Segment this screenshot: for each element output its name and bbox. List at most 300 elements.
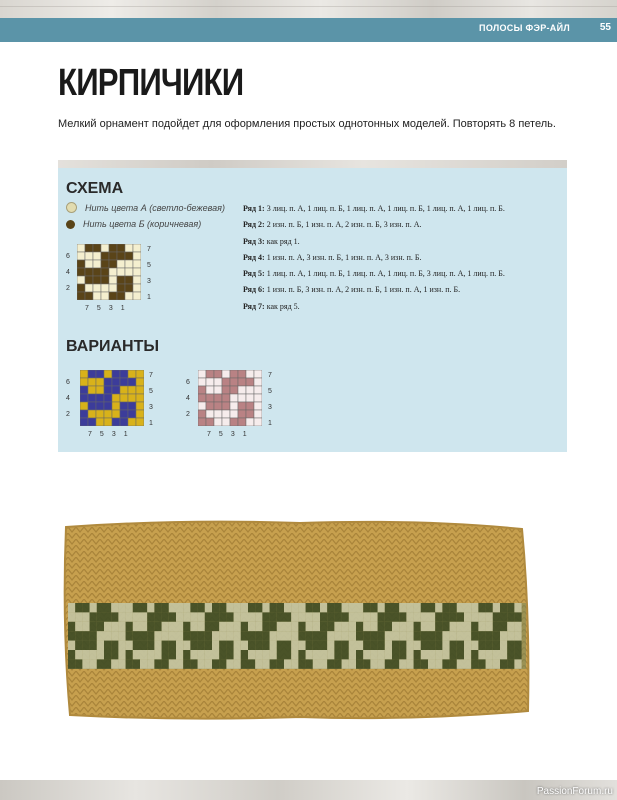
swatch-stitch [385,650,392,659]
chart-cell [93,252,101,260]
scheme-panel [58,168,567,452]
swatch-stitch [334,659,341,668]
chart-cell [254,402,262,410]
row-instruction: Ряд 2: 2 изн. п. Б, 1 изн. п. А, 2 изн. п. Б, 3 изн. п. А. [243,220,422,230]
col-num: 3 [230,431,235,438]
swatch-stitch [435,603,442,612]
chart-cell [77,244,85,252]
swatch-stitch [406,612,413,621]
chart-cell [101,284,109,292]
swatch-stitch [320,603,327,612]
chart-cell [112,378,120,386]
chart-cell [101,292,109,300]
swatch-stitch [370,659,377,668]
chart-cell [88,410,96,418]
swatch-stitch [198,641,205,650]
swatch-stitch [118,631,125,640]
swatch-stitch [457,641,464,650]
chart-cell [128,394,136,402]
chart-cell [96,402,104,410]
swatch-stitch [205,631,212,640]
swatch-stitch [183,650,190,659]
swatch-stitch [291,612,298,621]
chart-cell [133,252,141,260]
swatch-stitch [176,650,183,659]
swatch-stitch [370,641,377,650]
swatch-stitch [226,622,233,631]
swatch-stitch [212,659,219,668]
swatch-stitch [478,612,485,621]
swatch-stitch [320,612,327,621]
swatch-stitch [169,622,176,631]
chart-cell [93,244,101,252]
swatch-stitch [306,659,313,668]
swatch-stitch [291,659,298,668]
chart-cell [198,410,206,418]
chart-cell [120,394,128,402]
swatch-stitch [471,612,478,621]
chart-cell [230,394,238,402]
swatch-stitch [190,612,197,621]
chart-cell [117,284,125,292]
swatch-stitch [334,631,341,640]
swatch-stitch [306,650,313,659]
scheme-left-nums [66,249,70,297]
chart-cell [230,418,238,426]
row-instruction: Ряд 1: 3 лиц. п. А, 1 лиц. п. Б, 1 лиц. п. А, 1 лиц. п. Б, 1 лиц. п. А, 1 лиц. п. Б. [243,204,505,213]
swatch-stitch [514,650,521,659]
swatch-stitch [356,612,363,621]
chart-cell [230,410,238,418]
row-num: 5 [149,388,153,395]
swatch-stitch [75,659,82,668]
chart-cell [246,402,254,410]
swatch-stitch [291,631,298,640]
swatch-stitch [198,622,205,631]
chart-cell [125,244,133,252]
swatch-stitch [406,631,413,640]
swatch-stitch [75,603,82,612]
swatch-stitch [486,650,493,659]
swatch-stitch [277,641,284,650]
swatch-stitch [176,612,183,621]
swatch-stitch [457,622,464,631]
swatch-stitch [140,659,147,668]
swatch-stitch [493,612,500,621]
swatch-stitch [464,631,471,640]
swatch-stitch [248,631,255,640]
swatch-stitch [342,659,349,668]
chart-cell [104,402,112,410]
swatch-stitch [378,641,385,650]
swatch-stitch [370,612,377,621]
swatch-stitch [183,622,190,631]
chart-cell [198,402,206,410]
page-number: 55 [599,22,611,33]
swatch-stitch [464,641,471,650]
swatch-stitch [198,612,205,621]
swatch-stitch [284,631,291,640]
swatch-stitch [421,659,428,668]
swatch-stitch [421,650,428,659]
swatch-stitch [219,603,226,612]
swatch-stitch [385,603,392,612]
swatch-stitch [471,603,478,612]
page-title: КИРПИЧИКИ [58,62,244,104]
swatch-stitch [97,631,104,640]
swatch-stitch [234,603,241,612]
swatch-stitch [90,641,97,650]
chart-cell [238,402,246,410]
chart-cell [77,260,85,268]
chart-cell [133,268,141,276]
swatch-stitch [457,659,464,668]
swatch-stitch [133,659,140,668]
legend-label-a: Нить цвета А (светло-бежевая) [85,202,225,213]
row-num: 3 [268,404,272,411]
row-num: 7 [268,372,272,379]
row-num: 1 [268,420,272,427]
swatch-stitch [414,622,421,631]
swatch-stitch [198,650,205,659]
swatch-stitch [486,659,493,668]
chart-cell [104,378,112,386]
chart-cell [88,402,96,410]
swatch-stitch [478,603,485,612]
swatch-stitch [104,603,111,612]
swatch-stitch [75,622,82,631]
chart-cell [125,268,133,276]
chart-cell [238,418,246,426]
swatch-stitch [471,641,478,650]
chart-cell [206,394,214,402]
swatch-stitch [500,622,507,631]
swatch-stitch [118,603,125,612]
chart-cell [85,252,93,260]
chart-cell [125,284,133,292]
swatch-stitch [385,659,392,668]
swatch-stitch [435,612,442,621]
row-num: 2 [186,411,190,418]
swatch-stitch [457,650,464,659]
swatch-stitch [82,603,89,612]
chart-cell [80,418,88,426]
col-num: 7 [88,431,92,438]
swatch-stitch [82,622,89,631]
chart-cell [96,370,104,378]
swatch-stitch [241,622,248,631]
swatch-stitch [291,641,298,650]
swatch-stitch [183,631,190,640]
chart-cell [96,410,104,418]
swatch-stitch [82,631,89,640]
swatch-stitch [320,650,327,659]
swatch-stitch [392,612,399,621]
swatch-stitch [248,603,255,612]
bottom-wood-strip [0,780,617,800]
chart-cell [77,252,85,260]
chart-cell [198,378,206,386]
swatch-stitch [234,650,241,659]
swatch-stitch [262,631,269,640]
swatch-stitch [118,659,125,668]
swatch-stitch [68,641,75,650]
legend-label-b: Нить цвета Б (коричневая) [83,219,202,229]
chart-cell [80,394,88,402]
top-wood-strip [0,0,617,18]
swatch-stitch [313,603,320,612]
chart-cell [254,386,262,394]
row-num: 6 [66,253,70,260]
swatch-stitch [284,641,291,650]
swatch-stitch [406,603,413,612]
swatch-stitch [111,622,118,631]
swatch-stitch [126,641,133,650]
swatch-stitch [507,612,514,621]
swatch-stitch [205,603,212,612]
swatch-stitch [327,603,334,612]
swatch-stitch [478,650,485,659]
swatch-stitch [349,641,356,650]
swatch-stitch [277,603,284,612]
swatch-stitch [154,659,161,668]
swatch-stitch [262,659,269,668]
scheme-chart [77,244,141,300]
chart-cell [222,402,230,410]
legend-item-a [66,202,225,213]
swatch-stitch [428,650,435,659]
intro-text: Мелкий орнамент подойдет для оформления простых однотонных моделей. Повторять 8 петель. [58,118,556,130]
chart-cell [136,370,144,378]
swatch-stitch [363,631,370,640]
chart-cell [230,370,238,378]
swatch-stitch [428,603,435,612]
chart-cell [133,292,141,300]
swatch-stitch [450,631,457,640]
chart-cell [128,370,136,378]
swatch-stitch [140,631,147,640]
swatch-stitch [298,641,305,650]
swatch-stitch [147,612,154,621]
swatch-stitch [363,641,370,650]
swatch-stitch [219,641,226,650]
swatch-stitch [471,650,478,659]
swatch-stitch [298,622,305,631]
swatch-stitch [147,603,154,612]
chart-cell [128,418,136,426]
swatch-stitch [327,650,334,659]
chart-cell [238,386,246,394]
swatch-stitch [75,641,82,650]
chart-cell [109,284,117,292]
swatch-stitch [270,641,277,650]
swatch-stitch [277,612,284,621]
swatch-stitch [255,603,262,612]
swatch-stitch [507,603,514,612]
chart-cell [117,252,125,260]
swatch-stitch [90,659,97,668]
swatch-stitch [320,622,327,631]
swatch-stitch [111,612,118,621]
swatch-stitch [378,659,385,668]
chart-cell [88,386,96,394]
col-num: 7 [85,305,89,312]
chart-cell [246,370,254,378]
swatch-stitch [118,641,125,650]
swatch-stitch [356,659,363,668]
chart-cell [120,410,128,418]
swatch-stitch [183,641,190,650]
chart-cell [112,394,120,402]
chart-cell [128,378,136,386]
swatch-stitch [363,622,370,631]
chart-cell [112,386,120,394]
swatch-stitch [471,631,478,640]
chart-cell [206,378,214,386]
swatch-stitch [406,650,413,659]
swatch-stitch [378,603,385,612]
swatch-stitch [334,650,341,659]
scheme-heading: СХЕМА [66,180,124,197]
chart-cell [254,370,262,378]
chart-cell [206,370,214,378]
chart-cell [198,418,206,426]
swatch-stitch [111,650,118,659]
row-num: 4 [66,269,70,276]
swatch-stitch [241,641,248,650]
chart-cell [133,284,141,292]
swatch-stitch [406,622,413,631]
swatch-stitch [111,631,118,640]
swatch-stitch [442,622,449,631]
swatch-stitch [90,631,97,640]
swatch-stitch [450,612,457,621]
swatch-stitch [464,612,471,621]
swatch-stitch [493,631,500,640]
swatch-stitch [154,622,161,631]
swatch-stitch [392,641,399,650]
swatch-stitch [190,622,197,631]
chart-cell [238,410,246,418]
swatch-stitch [500,659,507,668]
chart-cell [246,378,254,386]
swatch-stitch [399,603,406,612]
swatch-stitch [154,612,161,621]
swatch-stitch [68,650,75,659]
variant2-left-nums [186,375,190,423]
swatch-stitch [320,641,327,650]
swatch-stitch [507,631,514,640]
swatch-stitch [248,622,255,631]
swatch-stitch [428,622,435,631]
row-instruction: Ряд 5: 1 лиц. п. А, 1 лиц. п. Б, 1 лиц. п. А, 1 лиц. п. Б, 3 лиц. п. А, 1 лиц. п. Б. [243,269,505,279]
swatch-stitch [363,650,370,659]
swatch-stitch [75,650,82,659]
swatch-stitch [450,659,457,668]
swatch-stitch [457,603,464,612]
swatch-stitch [349,603,356,612]
col-num: 5 [99,431,104,438]
row-num: 7 [149,372,153,379]
swatch-stitch [97,650,104,659]
chart-cell [112,418,120,426]
swatch-stitch [392,650,399,659]
swatch-stitch [176,641,183,650]
swatch-stitch [313,622,320,631]
chart-cell [133,276,141,284]
swatch-stitch [421,603,428,612]
swatch-stitch [75,631,82,640]
swatch-stitch [414,603,421,612]
swatch-stitch [126,622,133,631]
swatch-stitch [82,659,89,668]
chart-cell [128,402,136,410]
chart-cell [104,410,112,418]
swatch-stitch [277,622,284,631]
swatch-stitch [334,622,341,631]
chart-cell [125,252,133,260]
swatch-stitch [306,612,313,621]
chart-cell [85,284,93,292]
col-num: 5 [96,305,101,312]
swatch-stitch [450,603,457,612]
swatch-stitch [270,659,277,668]
chart-cell [80,410,88,418]
swatch-stitch [493,641,500,650]
chart-cell [112,410,120,418]
swatch-stitch [147,631,154,640]
swatch-stitch [226,650,233,659]
swatch-stitch [147,641,154,650]
swatch-stitch [284,650,291,659]
chart-cell [112,402,120,410]
swatch-stitch [320,631,327,640]
swatch-stitch [255,622,262,631]
variants-heading: ВАРИАНТЫ [66,338,160,355]
swatch-stitch [464,603,471,612]
swatch-stitch [68,631,75,640]
swatch-stitch [378,612,385,621]
swatch-stitch [212,641,219,650]
swatch-stitch [414,612,421,621]
swatch-stitch [356,650,363,659]
swatch-stitch [97,622,104,631]
swatch-stitch [457,612,464,621]
chart-cell [109,276,117,284]
swatch-stitch [478,659,485,668]
swatch-stitch [342,650,349,659]
swatch-stitch [176,622,183,631]
swatch-stitch [226,612,233,621]
swatch-stitch [205,612,212,621]
swatch-stitch [507,650,514,659]
chart-cell [136,410,144,418]
chart-cell [85,268,93,276]
swatch-stitch [255,659,262,668]
chart-cell [214,402,222,410]
swatch-stitch [442,650,449,659]
swatch-stitch [313,659,320,668]
swatch-stitch [248,650,255,659]
swatch-stitch [486,641,493,650]
chart-cell [77,284,85,292]
row-instruction: Ряд 3: как ряд 1. [243,236,300,246]
swatch-stitch [363,659,370,668]
row-num: 1 [149,420,153,427]
chart-cell [109,260,117,268]
swatch-stitch [277,659,284,668]
swatch-stitch [270,631,277,640]
